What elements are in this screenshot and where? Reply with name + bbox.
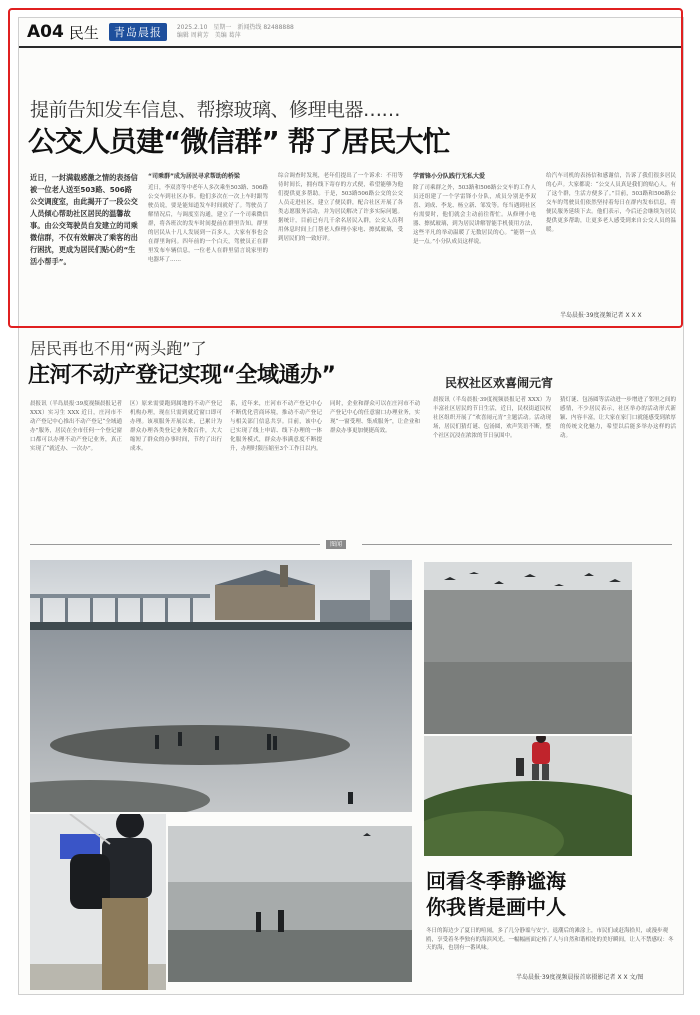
- masthead: [19, 18, 683, 48]
- article3-column-2: [560, 396, 676, 532]
- section-divider-right: [362, 544, 672, 545]
- editor-credit: 编辑 周莉芳: [176, 32, 209, 39]
- article2-text-3: 系，近年来，庄河市不动产登记中心不断优化营商环境，推动不动产登记与相关部门信息共享。目前，该中心已实现了线上申请、线下办理的一体化服务模式，群众办事满意度不断提升，办理时限压缩至3个工作日以内。: [230, 401, 322, 452]
- photo-title-line-2: 你我皆是画中人: [426, 895, 566, 919]
- section-name: 民生: [68, 23, 99, 42]
- issue-date: 2025.2.10: [176, 24, 208, 31]
- article2-column-3: [230, 400, 322, 532]
- photo-section-label: 图闻: [326, 540, 346, 549]
- page-number: A04: [27, 22, 64, 42]
- article1-text-2: 综合调查时发现，老年们提出了一个诉求：不用等待时间长，拥有线下寄存的方式便，希望能够为他们提供更多帮助。于是，503路506路公交的公交人员走进社区，建立了便民群，配合社区开展了各类志愿服务活动，并为居民解决了许多实际问题。据统计，目前已有几千余名居民入群，公交人员利用休息时间上门帮老人修理小家电、擦拭玻璃，受到居民们的一致好评。: [278, 173, 403, 242]
- photo-caption: 冬日的海边少了夏日的喧闹，多了几分静谧与安宁。退潮后的滩涂上，市民们或赶海拾贝，或漫步观鸥，享受着冬季独有的海滨风光。一幅幅画面定格了人与自然和谐相处的美好瞬间，让人不禁感叹：冬天的海，也别有一番风味。: [426, 928, 674, 951]
- article2-text-1: 晨报讯（半岛晨报·39度视频晨报记者 XXX）实习生 XXX 近日，庄河市不动产登记中心推出不动产登记“全域通办”服务，居民在全市任何一个登记窗口都可以办理不动产登记业务，真正实现了“就近办、一次办”。: [30, 401, 122, 452]
- article1-subhead-1: “司乘群”成为居民寻求帮助的桥梁: [148, 173, 240, 180]
- paper-logo: 青岛晨报: [109, 23, 167, 41]
- article1-text-3: 除了司乘群之外，503路和506路公交车的工作人员还组建了一个学雷锋小分队，成员分别是李双喜、刘成、李龙、杨立新、邹发等。每当遇到社区有需要时，他们就会主动前往帮忙。从修理小电器、擦拭玻璃，到为居民讲解智能手机使用方法，这些平凡的举动温暖了无数居民的心。“能帮一点是一点。”小分队成员这样说。: [413, 185, 536, 245]
- section-divider-left: [30, 544, 320, 545]
- article3-text-2: 猜灯谜、包汤圆等活动进一步增进了邻里之间的感情，不少居民表示，社区举办的活动形式新颖、内容丰富，让大家在家门口就能感受到浓厚的传统文化魅力，希望以后能多举办这样的活动。: [560, 397, 676, 439]
- article2-text-4: 同时，企业和群众可以在庄河市不动产登记中心的任意窗口办理业务，实现“一窗受理、集成服务”，让企业和群众办事更加便捷高效。: [330, 401, 420, 434]
- article1-column-2: [278, 172, 403, 320]
- article1-text-4: 给汽车司机的表扬信和感谢信，告诉了我们很多居民的心声。大家都说：“公交人员真是我们的贴心人，有了这个群，生活方便多了。”目前，503路和506路公交车的驾驶员们依然坚持着每日在群内发布信息，将便民服务延续下去。他们表示，今后还会继续为居民提供更多帮助，让更多老人感受到来自公交人员的温暖。: [546, 173, 676, 233]
- photo-section-title: [426, 868, 566, 920]
- person-green-rocks-photo: [424, 736, 632, 856]
- article3-text-1: 晨报讯（半岛晨报·39度视频晨报记者 XXX）为丰富社区居民的节日生活，近日，民权街道民权社区组织开展了“欢喜闹元宵”主题活动。活动现场，居民们猜灯谜、包汤圆，欢声笑语不断，整个社区沉浸在浓浓的节日氛围中。: [433, 397, 551, 439]
- article1-byline: 半岛晨报·39度视频记者 X X X: [560, 312, 642, 319]
- article1-headline: 公交人员建“微信群” 帮了居民大忙: [28, 125, 450, 158]
- issue-weekday: 星期一: [213, 24, 232, 31]
- child-with-net-photo: [30, 814, 166, 990]
- article2-kicker: 居民再也不用“两头跑”了: [30, 339, 207, 358]
- article1-kicker: 提前告知发车信息、帮擦玻璃、修理电器……: [30, 99, 401, 121]
- photo-title-line-1: 回看冬季静谧海: [426, 869, 566, 893]
- beach-bridge-photo: [30, 560, 412, 812]
- article2-column-4: [330, 400, 420, 532]
- birds-tidal-flat-photo: [424, 562, 632, 734]
- article1-text-1: 近日，李双喜等中老年人多次乘坐503路、506路公交车到社区办事。他们多次在一次上车时跟驾驶员说，要是能知道发车时间就好了。驾驶员了解情况后，与调度室沟通，建立了一个司乘微信群，将各班次的发车时间提前在群里告知。群里的居民从十几人发展到一百多人，大家有事也会在群里询问。四年前的一个白天，驾驶员正在群里发布车辆信息，一位老人在群里留言说家里的电器坏了……: [148, 185, 268, 263]
- article3-title: 民权社区欢喜闹元宵: [445, 376, 554, 390]
- article1-column-4: [546, 172, 676, 308]
- article2-text-2: 区）原来需要跑到属地的不动产登记机构办理，现在只需到就近窗口即可办理。该项服务开展以来，已累计为群众办理各类登记业务数百件，大大缩短了群众的办事时间，节约了出行成本。: [130, 401, 222, 452]
- article1-column-3: [413, 172, 536, 320]
- article2-column-2: [130, 400, 222, 532]
- news-hotline: 新闻热线 82488888: [237, 24, 294, 31]
- designer-credit: 美编 葛萍: [214, 32, 241, 39]
- article2-headline: 庄河不动产登记实现“全域通办”: [28, 363, 336, 388]
- masthead-meta: [177, 24, 300, 40]
- article1-lead: 近日，一封满载感激之情的表扬信被一位老人送至503路、506路公交调度室，由此揭开了一段公交人员倾心帮助社区居民的温馨故事。由公交驾驶员自发建立的司乘微信群，不仅有效解决了乘客的出行困扰，更成为居民们贴心的“生活小帮手”。: [30, 173, 138, 266]
- article1-column-1: [148, 172, 268, 320]
- article1-subhead-3: 学雷锋小分队践行无私大爱: [413, 173, 486, 180]
- photo-credit: 半岛晨报·39度视频晨报首席摄影记者 X X 文/图: [516, 974, 644, 981]
- couple-on-beach-photo: [168, 826, 412, 982]
- article2-column-1: [30, 400, 122, 532]
- article3-column-1: [433, 396, 551, 532]
